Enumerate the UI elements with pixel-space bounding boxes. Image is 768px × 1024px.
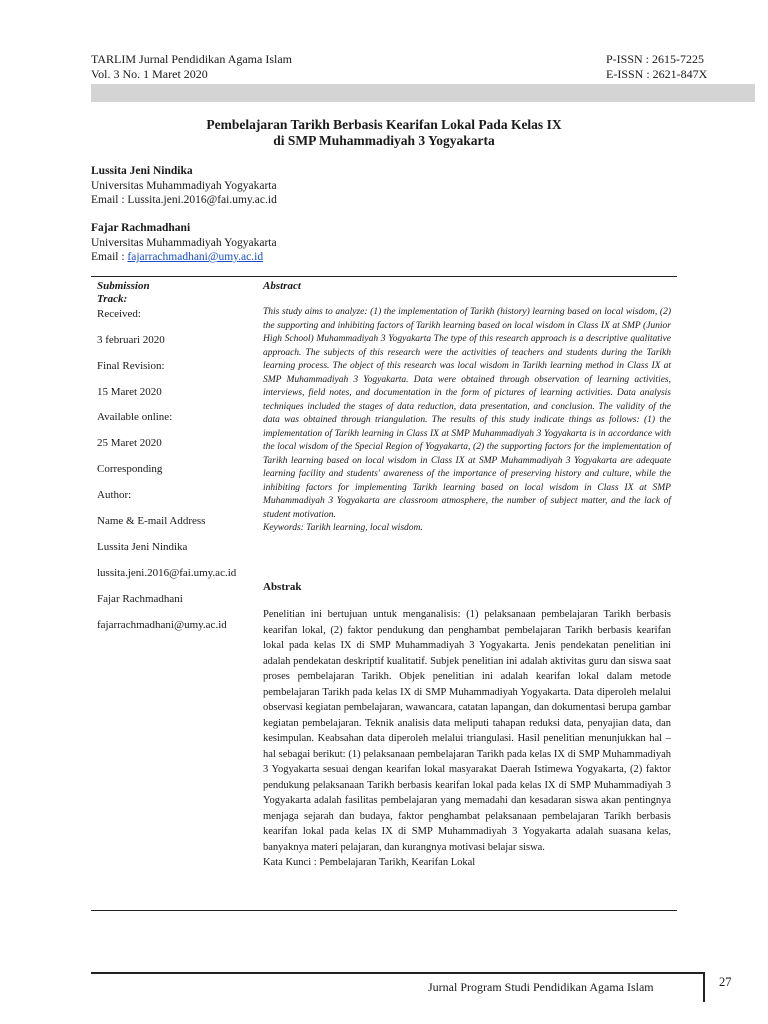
footer-journal: Jurnal Program Studi Pendidikan Agama Islam [428,980,654,994]
abstrak-heading: Abstrak [263,581,302,593]
abstract-keywords: Keywords: Tarikh learning, local wisdom. [263,523,423,533]
abstrak-indonesian [263,607,671,871]
corr-author-1-email: lussita.jeni.2016@fai.umy.ac.id [97,567,237,579]
corr-author-2-name: Fajar Rachmadhani [97,593,183,605]
author-email-line [91,193,277,208]
author-email: Lussita.jeni.2016@fai.umy.ac.id [127,194,277,206]
author-email-line [91,250,277,265]
header-left [91,52,292,81]
author-affiliation: Universitas Muhammadiyah Yogyakarta [91,179,277,192]
name-email-label: Name & E-mail Address [97,515,206,527]
paper-title [91,117,677,149]
bottom-rule [91,910,677,911]
author-email-link[interactable]: fajarrachmadhani@umy.ac.id [127,251,264,263]
author-label: Author: [97,489,132,501]
author-name: Fajar Rachmadhani [91,222,191,234]
pissn: P-ISSN : 2615-7225 [606,52,705,66]
corresponding-label: Corresponding [97,463,163,475]
author-block-2 [91,221,277,265]
revision-label: Final Revision: [97,360,165,372]
header-right [606,52,707,81]
author-block-1 [91,164,277,208]
title-line-1: Pembelajaran Tarikh Berbasis Kearifan Lokal Pada Kelas IX [206,117,562,132]
online-label: Available online: [97,411,173,423]
received-date: 3 februari 2020 [97,334,165,346]
journal-name: TARLIM Jurnal Pendidikan Agama Islam [91,52,293,66]
journal-volume: Vol. 3 No. 1 Maret 2020 [91,66,208,81]
email-label: Email : [91,251,128,263]
header-bar [91,84,755,102]
abstrak-body: Penelitian ini bertujuan untuk menganalisis: (1) pelaksanaan pembelajaran Tarikh berbasis kearifan lokal, (2) faktor pendukung dan penghambat pembelajaran Tarikh berbasis kearifan lokal pada kelas IX di SMP Muhammadiyah 3 Yogyakarta. Jenis pendekatan penelitian ini adalah pendekatan deskriptif kualitatif. Subjek penelitian ini adalah aktivitas guru dan siswa saat proses pembelajaran Tarikh. Objek penelitian ini adalah kearifan lokal dalam metode pembelajaran Tarikh pada kelas IX di SMP Muhammadiyah Yogyakarta. Data diperoleh melalui observasi kegiatan pembelajaran, wawancara, catatan lapangan, dan dokumentasi berupa gambar kegiatan pembelajaran. Teknik analisis data meliputi tahapan reduksi data, penyajian data, dan kesimpulan. Keabsahan data diperoleh melalui triangulasi. Hasil penelitian menunjukkan hal – hal sebagai berikut: (1) pelaksanaan pembelajaran Tarikh pada kelas IX di SMP Muhammadiyah 3 Yogyakarta sesuai dengan kearifan lokal masyarakat Daerah Istimewa Yogyakarta, (2) faktor pendukung pelaksanaan Tarikh berbasis kearifan lokal pada kelas IX di SMP Muhammadiyah 3 Yogyakarta adalah fasilitas pembelajaran yang memadahi dan kesadaran siswa akan pentingnya menjaga sejarah dan budaya, faktor penghambat pelaksanaan pembelajaran Tarikh berbasis kearifan lokal pada kelas IX di SMP Muhammadiyah 3 Yogyakarta adalah suasana kelas, banyaknya materi pelajaran, dan kurangnya motivasi belajar siswa. [263,609,671,853]
track-heading-2: Track: [97,293,128,305]
page-number: 27 [719,975,732,989]
corr-author-2-email: fajarrachmadhani@umy.ac.id [97,619,227,631]
abstrak-keywords: Kata Kunci : Pembelajaran Tarikh, Kearifan Lokal [263,857,476,868]
eissn: E-ISSN : 2621-847X [606,66,708,81]
revision-date: 15 Maret 2020 [97,386,162,398]
author-affiliation: Universitas Muhammadiyah Yogyakarta [91,236,277,249]
abstract-heading: Abstract [263,280,301,292]
title-line-2: di SMP Muhammadiyah 3 Yogyakarta [273,133,495,148]
abstract-english [263,306,671,536]
author-name: Lussita Jeni Nindika [91,165,193,177]
abstract-body: This study aims to analyze: (1) the implementation of Tarikh (history) learning based on local wisdom, (2) the supporting and inhibiting factors of Tarikh learning based on local wisdom in Class IX at SMP (Junior High School) Muhammadiyah 3 Yogyakarta The type of this research approach is a descriptive qualitative approach. The subjects of this research were the activities of teachers and students during the Tarikh learning process. The object of this research was local wisdom in Tarikh learning method in Class IX at SMP Muhammadiyah 3 Yogyakarta. Data were obtained through observation of learning activities, interviews, field notes, and documentation in the form of pictures of learning activities. Data analysis techniques included the stages of data reduction, data presentation, and conclusion. The validity of the data was obtained through triangulation. The results of this study indicate things as follows: (1) the implementation of Tarikh learning in Class IX at SMP Muhammadiyah 3 Yogyakarta is in accordance with the local wisdom of the Special Region of Yogyakarta, (2) the supporting factors for the implementation of Tarikh learning based on local wisdom in Class IX at SMP Muhammadiyah 3 Yogyakarta are adequate learning facility and students' awareness of the importance of preserving history and culture, while the inhibiting factors for implementing Tarikh learning based on local wisdom in Class IX at SMP Muhammadiyah 3 Yogyakarta are classroom atmosphere, the number of subject matter, and the lack of student motivation. [263,307,671,520]
track-heading-1: Submission [97,280,150,292]
top-rule [91,276,677,277]
footer-rule [91,972,703,974]
received-label: Received: [97,308,141,320]
email-label: Email : [91,194,128,206]
footer-divider [703,972,705,1002]
online-date: 25 Maret 2020 [97,437,162,449]
corr-author-1-name: Lussita Jeni Nindika [97,541,188,553]
